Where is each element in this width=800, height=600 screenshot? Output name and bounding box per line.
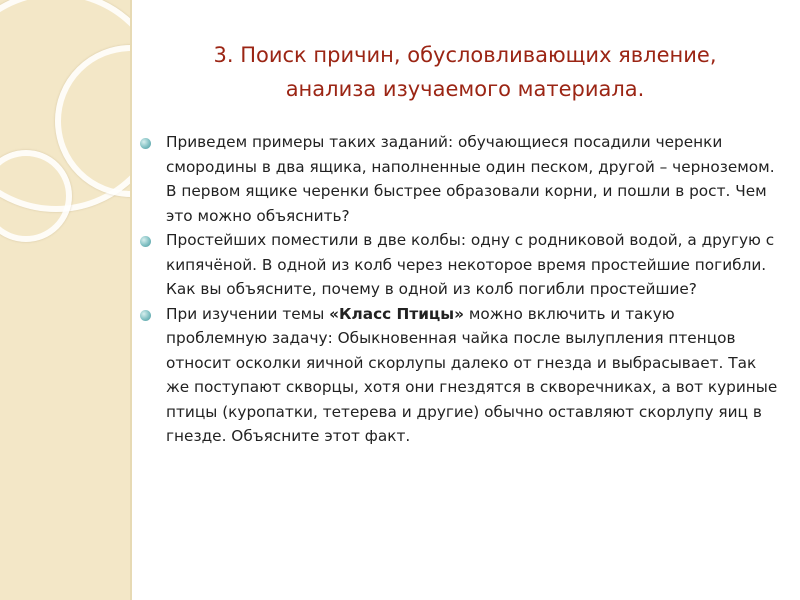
slide-title-line-1: 3. Поиск причин, обусловливающих явление, xyxy=(213,43,717,67)
bullet-text-after: можно включить и такую проблемную задачу: Обыкновенная чайка после вылупления птенцов относит осколки яичной скорлупы далеко от гнезда и выбрасывает. Так же поступают скворцы, хотя они гнездятся в скворечниках, а вот куриные птицы (куропатки, тетерева и другие) обычно оставляют скорлупу яиц в гнезде. Объясните этот факт. xyxy=(166,304,778,445)
bullet-text: Приведем примеры таких заданий: обучающиеся посадили черенки смородины в два ящика, наполненные один песком, другой – черноземом. В первом ящике черенки быстрее образовали корни, и пошли в рост. Чем это можно объяснить? xyxy=(166,133,775,225)
panel-divider xyxy=(130,0,132,600)
bullet-text: Простейших поместили в две колбы: одну с родниковой водой, а другую с кипячёной. В одной из колб через некоторое время простейшие погибли. Как вы объясните, почему в одной из колб погибли простейшие? xyxy=(166,231,775,298)
bullet-icon xyxy=(140,138,151,149)
list-item xyxy=(138,302,778,449)
decorative-side-panel xyxy=(0,0,130,600)
slide-title xyxy=(150,38,780,106)
bullet-list xyxy=(138,130,778,449)
list-item xyxy=(138,228,778,302)
topic-title: «Класс Птицы» xyxy=(329,304,464,323)
list-item xyxy=(138,130,778,228)
bullet-text-before: При изучении темы xyxy=(166,304,330,323)
slide-title-line-2: анализа изучаемого материала. xyxy=(285,77,645,101)
bullet-icon xyxy=(140,236,151,247)
bullet-icon xyxy=(140,310,151,321)
